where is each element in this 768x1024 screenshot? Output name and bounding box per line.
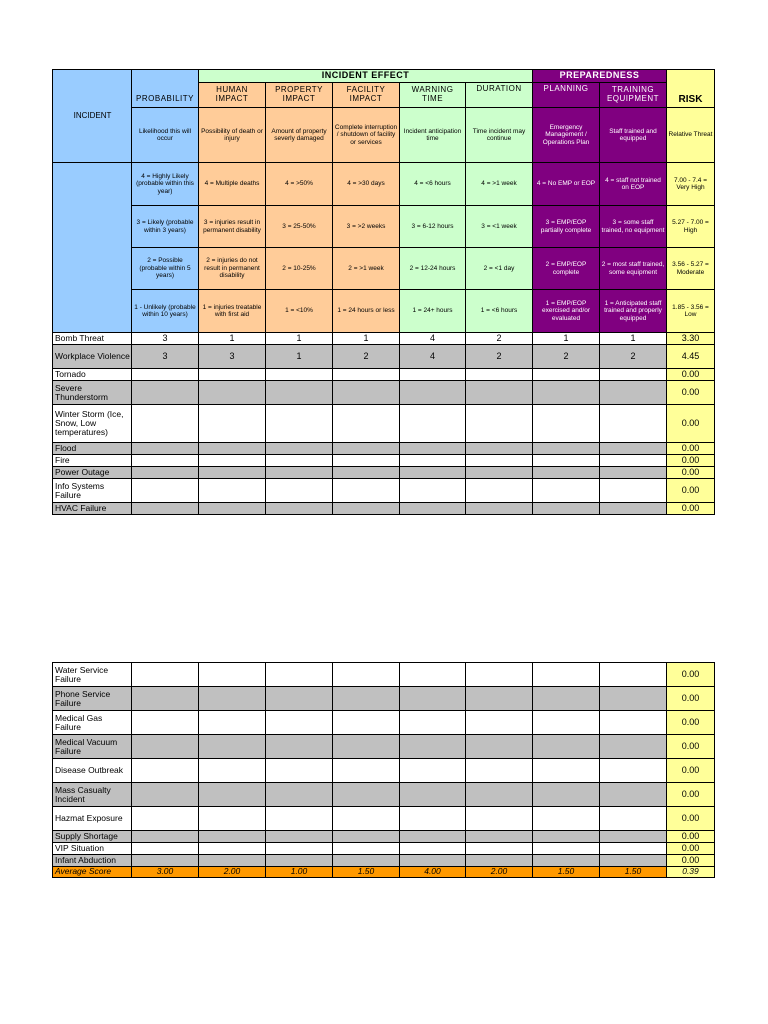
score-cell[interactable] <box>466 843 533 855</box>
incident-name: Mass Casualty Incident <box>53 783 132 807</box>
incident-name: Infant Abduction <box>53 855 132 867</box>
score-cell[interactable] <box>132 467 199 479</box>
training-equipment-description: Staff trained and equipped <box>600 108 667 163</box>
score-cell[interactable] <box>333 479 400 503</box>
score-cell[interactable] <box>533 467 600 479</box>
score-cell[interactable] <box>199 443 266 455</box>
score-cell[interactable]: 2 <box>466 345 533 369</box>
risk-value: 0.00 <box>667 455 715 467</box>
score-cell[interactable] <box>600 687 667 711</box>
scale-probability: 3 = Likely (probable within 3 years) <box>132 206 199 248</box>
score-cell[interactable]: 2 <box>533 345 600 369</box>
table-row <box>53 467 715 479</box>
score-cell[interactable] <box>400 687 466 711</box>
table-row <box>53 711 715 735</box>
incident-name: Power Outage <box>53 467 132 479</box>
score-cell[interactable] <box>333 443 400 455</box>
average-score-value: 2.00 <box>466 867 533 878</box>
incident-name: Flood <box>53 443 132 455</box>
score-cell[interactable] <box>533 405 600 443</box>
scale-human-impact: 4 = Multiple deaths <box>199 163 266 206</box>
score-cell[interactable] <box>466 759 533 783</box>
score-cell[interactable] <box>266 687 333 711</box>
score-cell[interactable]: 3 <box>132 333 199 345</box>
table-row <box>53 333 715 345</box>
score-cell[interactable] <box>600 831 667 843</box>
average-score-value: 2.00 <box>199 867 266 878</box>
average-score-label: Average Score <box>53 867 132 878</box>
table-row <box>53 855 715 867</box>
score-cell[interactable] <box>132 831 199 843</box>
score-cell[interactable] <box>266 405 333 443</box>
scale-facility-impact: 4 = >30 days <box>333 163 400 206</box>
human-impact-header: HUMAN IMPACT <box>199 83 266 108</box>
score-cell[interactable] <box>132 807 199 831</box>
table-row <box>53 807 715 831</box>
score-cell[interactable] <box>400 455 466 467</box>
score-cell[interactable] <box>333 807 400 831</box>
score-cell[interactable] <box>333 455 400 467</box>
score-cell[interactable] <box>533 735 600 759</box>
score-cell[interactable] <box>132 443 199 455</box>
score-cell[interactable] <box>600 855 667 867</box>
score-cell[interactable] <box>132 843 199 855</box>
score-cell[interactable]: 1 <box>533 333 600 345</box>
score-cell[interactable] <box>400 759 466 783</box>
risk-value: 0.00 <box>667 843 715 855</box>
score-cell[interactable] <box>466 455 533 467</box>
risk-value: 0.00 <box>667 855 715 867</box>
scale-human-impact: 1 = injuries treatable with first aid <box>199 290 266 333</box>
score-cell[interactable] <box>132 759 199 783</box>
score-cell[interactable] <box>333 467 400 479</box>
scale-property-impact: 1 = <10% <box>266 290 333 333</box>
scale-risk: 7.00 - 7.4 = Very High <box>667 163 715 206</box>
score-cell[interactable] <box>466 855 533 867</box>
score-cell[interactable] <box>533 831 600 843</box>
score-cell[interactable] <box>600 455 667 467</box>
score-cell[interactable] <box>400 735 466 759</box>
score-cell[interactable] <box>333 663 400 687</box>
probability-header: PROBABILITY <box>132 70 199 108</box>
warning-time-header: WARNING TIME <box>400 83 466 108</box>
score-cell[interactable] <box>533 443 600 455</box>
scale-training-equipment: 3 = some staff trained, no equipment <box>600 206 667 248</box>
risk-value: 4.45 <box>667 345 715 369</box>
scale-human-impact: 2 = injuries do not result in permanent disability <box>199 248 266 290</box>
score-cell[interactable] <box>533 381 600 405</box>
risk-value: 0.00 <box>667 831 715 843</box>
score-cell[interactable] <box>533 455 600 467</box>
score-cell[interactable] <box>333 843 400 855</box>
scale-probability: 1 - Unlikely (probable within 10 years) <box>132 290 199 333</box>
scale-incident-blank <box>53 163 132 333</box>
risk-value: 0.00 <box>667 783 715 807</box>
facility-impact-description: Complete interruption / shutdown of facility or services <box>333 108 400 163</box>
incident-name: Bomb Threat <box>53 333 132 345</box>
score-cell[interactable] <box>132 687 199 711</box>
average-score-value: 1.50 <box>533 867 600 878</box>
score-cell[interactable] <box>466 479 533 503</box>
score-cell[interactable]: 3 <box>132 345 199 369</box>
preparedness-header: PREPAREDNESS <box>533 70 667 83</box>
training-equipment-header: TRAINING EQUIPMENT <box>600 83 667 108</box>
score-cell[interactable] <box>199 855 266 867</box>
risk-description: Relative Threat <box>667 108 715 163</box>
score-cell[interactable] <box>199 735 266 759</box>
score-cell[interactable] <box>400 369 466 381</box>
score-cell[interactable] <box>199 759 266 783</box>
risk-value: 3.30 <box>667 333 715 345</box>
score-cell[interactable] <box>533 843 600 855</box>
score-cell[interactable] <box>333 503 400 515</box>
incident-name: Workplace Violence <box>53 345 132 369</box>
incident-name: Phone Service Failure <box>53 687 132 711</box>
duration-description: Time incident may continue <box>466 108 533 163</box>
incident-name: Hazmat Exposure <box>53 807 132 831</box>
score-cell[interactable] <box>132 503 199 515</box>
score-cell[interactable] <box>266 479 333 503</box>
score-cell[interactable] <box>199 687 266 711</box>
score-cell[interactable] <box>400 807 466 831</box>
score-cell[interactable] <box>600 807 667 831</box>
incident-name: Water Service Failure <box>53 663 132 687</box>
score-cell[interactable] <box>600 735 667 759</box>
score-cell[interactable] <box>333 381 400 405</box>
score-cell[interactable] <box>266 807 333 831</box>
score-cell[interactable] <box>600 843 667 855</box>
score-cell[interactable] <box>333 687 400 711</box>
score-cell[interactable] <box>533 711 600 735</box>
score-cell[interactable] <box>333 711 400 735</box>
planning-description: Emergency Management / Operations Plan <box>533 108 600 163</box>
score-cell[interactable] <box>132 711 199 735</box>
score-cell[interactable] <box>132 735 199 759</box>
score-cell[interactable] <box>466 381 533 405</box>
table-row <box>53 735 715 759</box>
score-cell[interactable] <box>199 783 266 807</box>
score-cell[interactable] <box>132 405 199 443</box>
score-cell[interactable] <box>266 443 333 455</box>
score-cell[interactable] <box>266 855 333 867</box>
score-cell[interactable] <box>333 783 400 807</box>
score-cell[interactable] <box>600 663 667 687</box>
hva-table-bottom <box>52 662 715 878</box>
score-cell[interactable] <box>199 843 266 855</box>
score-cell[interactable] <box>199 503 266 515</box>
incident-name: Winter Storm (Ice, Snow, Low temperatures) <box>53 405 132 443</box>
incident-name: Severe Thunderstorm <box>53 381 132 405</box>
risk-value: 0.00 <box>667 443 715 455</box>
scale-facility-impact: 3 = >2 weeks <box>333 206 400 248</box>
scale-duration: 2 = <1 day <box>466 248 533 290</box>
score-cell[interactable] <box>533 503 600 515</box>
score-cell[interactable] <box>266 831 333 843</box>
scale-duration: 1 = <6 hours <box>466 290 533 333</box>
score-cell[interactable] <box>266 455 333 467</box>
score-cell[interactable] <box>533 807 600 831</box>
score-cell[interactable] <box>600 711 667 735</box>
score-cell[interactable] <box>466 831 533 843</box>
table-row <box>53 345 715 369</box>
table-row <box>53 369 715 381</box>
score-cell[interactable] <box>466 783 533 807</box>
incident-name: Disease Outbreak <box>53 759 132 783</box>
scale-facility-impact: 2 = >1 week <box>333 248 400 290</box>
score-cell[interactable] <box>600 479 667 503</box>
score-cell[interactable] <box>400 831 466 843</box>
score-cell[interactable] <box>266 503 333 515</box>
score-cell[interactable] <box>266 735 333 759</box>
risk-value: 0.00 <box>667 479 715 503</box>
scale-property-impact: 4 = >50% <box>266 163 333 206</box>
score-cell[interactable] <box>132 855 199 867</box>
score-cell[interactable] <box>466 807 533 831</box>
score-cell[interactable] <box>333 831 400 843</box>
score-cell[interactable] <box>466 503 533 515</box>
scale-training-equipment: 2 = most staff trained, some equipment <box>600 248 667 290</box>
score-cell[interactable] <box>600 369 667 381</box>
score-cell[interactable] <box>600 503 667 515</box>
property-impact-header: PROPERTY IMPACT <box>266 83 333 108</box>
average-score-value: 1.50 <box>600 867 667 878</box>
score-cell[interactable] <box>132 455 199 467</box>
scale-planning: 4 = No EMP or EOP <box>533 163 600 206</box>
risk-value: 0.00 <box>667 381 715 405</box>
property-impact-description: Amount of property severly damaged <box>266 108 333 163</box>
score-cell[interactable] <box>132 783 199 807</box>
score-cell[interactable] <box>400 783 466 807</box>
score-cell[interactable] <box>600 443 667 455</box>
duration-header: DURATION <box>466 83 533 108</box>
table-row <box>53 831 715 843</box>
score-cell[interactable] <box>400 443 466 455</box>
score-cell[interactable]: 4 <box>400 333 466 345</box>
scale-warning-time: 2 = 12-24 hours <box>400 248 466 290</box>
score-cell[interactable] <box>533 759 600 783</box>
score-cell[interactable]: 2 <box>600 345 667 369</box>
score-cell[interactable] <box>400 479 466 503</box>
score-cell[interactable] <box>333 405 400 443</box>
score-cell[interactable] <box>199 479 266 503</box>
score-cell[interactable]: 2 <box>333 345 400 369</box>
score-cell[interactable] <box>466 663 533 687</box>
score-cell[interactable] <box>266 369 333 381</box>
table-row <box>53 503 715 515</box>
score-cell[interactable]: 1 <box>333 333 400 345</box>
score-cell[interactable] <box>600 467 667 479</box>
scale-planning: 1 = EMP/EOP exercised and/or evaluated <box>533 290 600 333</box>
risk-value: 0.00 <box>667 687 715 711</box>
score-cell[interactable] <box>400 405 466 443</box>
score-cell[interactable] <box>466 467 533 479</box>
facility-impact-header: FACILITY IMPACT <box>333 83 400 108</box>
score-cell[interactable] <box>466 369 533 381</box>
scale-warning-time: 1 = 24+ hours <box>400 290 466 333</box>
score-cell[interactable] <box>132 369 199 381</box>
scale-duration: 4 = >1 week <box>466 163 533 206</box>
risk-value: 0.00 <box>667 369 715 381</box>
score-cell[interactable] <box>333 369 400 381</box>
score-cell[interactable] <box>199 455 266 467</box>
scale-risk: 1.85 - 3.56 = Low <box>667 290 715 333</box>
average-risk-value: 0.39 <box>667 867 715 878</box>
average-score-value: 4.00 <box>400 867 466 878</box>
score-cell[interactable] <box>132 381 199 405</box>
score-cell[interactable] <box>533 855 600 867</box>
table-row <box>53 687 715 711</box>
score-cell[interactable] <box>266 467 333 479</box>
score-cell[interactable]: 4 <box>400 345 466 369</box>
incident-effect-header: INCIDENT EFFECT <box>199 70 533 83</box>
score-cell[interactable] <box>533 369 600 381</box>
table-row <box>53 759 715 783</box>
risk-value: 0.00 <box>667 467 715 479</box>
incident-name: Medical Gas Failure <box>53 711 132 735</box>
score-cell[interactable] <box>466 443 533 455</box>
score-cell[interactable] <box>533 663 600 687</box>
risk-value: 0.00 <box>667 711 715 735</box>
table-row <box>53 663 715 687</box>
scale-property-impact: 3 = 25-50% <box>266 206 333 248</box>
incident-name: Supply Shortage <box>53 831 132 843</box>
incident-name: Tornado <box>53 369 132 381</box>
score-cell[interactable] <box>333 735 400 759</box>
scale-warning-time: 4 = <6 hours <box>400 163 466 206</box>
score-cell[interactable] <box>266 759 333 783</box>
scale-risk: 3.56 - 5.27 = Moderate <box>667 248 715 290</box>
risk-value: 0.00 <box>667 759 715 783</box>
score-cell[interactable] <box>600 759 667 783</box>
score-cell[interactable] <box>466 405 533 443</box>
score-cell[interactable] <box>400 467 466 479</box>
scale-planning: 2 = EMP/EOP complete <box>533 248 600 290</box>
score-cell[interactable] <box>333 855 400 867</box>
score-cell[interactable]: 3 <box>199 345 266 369</box>
table-row <box>53 455 715 467</box>
average-score-value: 1.50 <box>333 867 400 878</box>
score-cell[interactable]: 1 <box>199 333 266 345</box>
scale-probability: 4 = Highly Likely (probable within this year) <box>132 163 199 206</box>
scale-facility-impact: 1 = 24 hours or less <box>333 290 400 333</box>
score-cell[interactable]: 1 <box>266 333 333 345</box>
incident-name: HVAC Failure <box>53 503 132 515</box>
risk-header: RISK <box>667 70 715 108</box>
probability-description: Likelihood this will occur <box>132 108 199 163</box>
scale-training-equipment: 1 = Anticipated staff trained and properly equipped <box>600 290 667 333</box>
score-cell[interactable] <box>199 467 266 479</box>
score-cell[interactable] <box>600 381 667 405</box>
scale-risk: 5.27 - 7.00 = High <box>667 206 715 248</box>
scale-property-impact: 2 = 10-25% <box>266 248 333 290</box>
incident-name: Info Systems Failure <box>53 479 132 503</box>
scale-human-impact: 3 = injuries result in permanent disability <box>199 206 266 248</box>
score-cell[interactable] <box>199 369 266 381</box>
score-cell[interactable] <box>266 663 333 687</box>
incident-header: INCIDENT <box>53 70 132 163</box>
score-cell[interactable]: 1 <box>600 333 667 345</box>
table-row <box>53 405 715 443</box>
score-cell[interactable] <box>199 663 266 687</box>
planning-header: PLANNING <box>533 83 600 108</box>
score-cell[interactable] <box>533 479 600 503</box>
score-cell[interactable]: 1 <box>266 345 333 369</box>
table-row <box>53 443 715 455</box>
score-cell[interactable] <box>199 405 266 443</box>
table-row <box>53 381 715 405</box>
score-cell[interactable]: 2 <box>466 333 533 345</box>
score-cell[interactable] <box>266 843 333 855</box>
score-cell[interactable] <box>533 783 600 807</box>
risk-value: 0.00 <box>667 735 715 759</box>
score-cell[interactable] <box>400 381 466 405</box>
scale-warning-time: 3 = 6-12 hours <box>400 206 466 248</box>
score-cell[interactable] <box>199 807 266 831</box>
score-cell[interactable] <box>400 843 466 855</box>
scale-planning: 3 = EMP/EOP partially complete <box>533 206 600 248</box>
score-cell[interactable] <box>266 711 333 735</box>
table-row <box>53 783 715 807</box>
score-cell[interactable] <box>533 687 600 711</box>
score-cell[interactable] <box>266 381 333 405</box>
average-score-value: 3.00 <box>132 867 199 878</box>
risk-value: 0.00 <box>667 663 715 687</box>
table-row <box>53 479 715 503</box>
score-cell[interactable] <box>400 711 466 735</box>
score-cell[interactable] <box>132 479 199 503</box>
score-cell[interactable] <box>132 663 199 687</box>
risk-value: 0.00 <box>667 405 715 443</box>
score-cell[interactable] <box>199 711 266 735</box>
average-score-value: 1.00 <box>266 867 333 878</box>
score-cell[interactable] <box>600 405 667 443</box>
score-cell[interactable] <box>466 711 533 735</box>
score-cell[interactable] <box>199 381 266 405</box>
score-cell[interactable] <box>266 783 333 807</box>
human-impact-description: Possibility of death or injury <box>199 108 266 163</box>
incident-name: VIP Situation <box>53 843 132 855</box>
score-cell[interactable] <box>199 831 266 843</box>
warning-time-description: Incident anticipation time <box>400 108 466 163</box>
score-cell[interactable] <box>466 687 533 711</box>
scale-duration: 3 = <1 week <box>466 206 533 248</box>
incident-name: Medical Vacuum Failure <box>53 735 132 759</box>
score-cell[interactable] <box>333 759 400 783</box>
risk-value: 0.00 <box>667 807 715 831</box>
scale-probability: 2 = Possible (probable within 5 years) <box>132 248 199 290</box>
table-row <box>53 843 715 855</box>
scale-training-equipment: 4 = staff not trained on EOP <box>600 163 667 206</box>
incident-name: Fire <box>53 455 132 467</box>
hva-table-top <box>52 69 715 515</box>
score-cell[interactable] <box>400 663 466 687</box>
score-cell[interactable] <box>400 503 466 515</box>
score-cell[interactable] <box>400 855 466 867</box>
score-cell[interactable] <box>600 783 667 807</box>
risk-value: 0.00 <box>667 503 715 515</box>
score-cell[interactable] <box>466 735 533 759</box>
